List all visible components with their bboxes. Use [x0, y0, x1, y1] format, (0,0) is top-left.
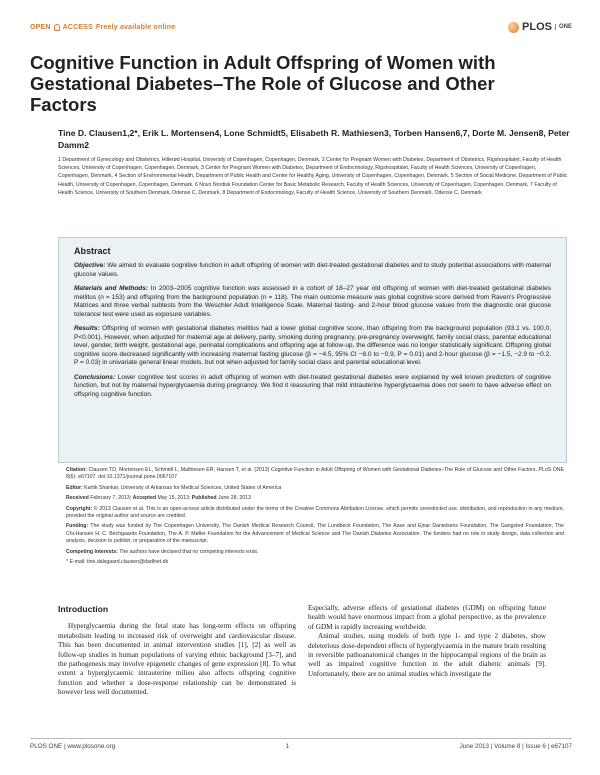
freely-available-label: Freely available online [96, 23, 176, 31]
editor-label: Editor: [66, 484, 83, 491]
intro-paragraph-1: Hyperglycaemia during the fetal state has long-term effects on offspring metabolism leading to increased risk of overweight and cardiovascular disease. This has been documented in animal intervention studies [1], [2] as well as follow-up studies in human populations of varying ethnic background [3–7], and the pathogenesis may involve epigenetic changes of gene expression [8]. To what extent a hyperglycaemic intrauterine milieu also affects offspring cognitive function and whether a dose-response relationship can be demonstrated is however less well documented. [58, 622, 296, 697]
copyright [66, 506, 564, 521]
intro-paragraph-3: Animal studies, using models of both type 1- and type 2 diabetes, show deleterious dose-dependent effects of hyperglycaemia in the mature brain resulting in reversible pathoanatomical changes in the hippocampal regions of the brain as well as impaired cognitive function in the adult diabetic animals [9]. Unfortunately, there are no animal studies which investigate the [308, 632, 546, 678]
abstract-results [74, 325, 551, 368]
published-label: Published [191, 495, 217, 502]
received-date: February 7, 2013; [88, 495, 133, 502]
journal-header [30, 20, 572, 34]
methods-text: In 2003–2005 cognitive function was assessed in a cohort of 18–27 year old offspring of women with diet-treated gestational diabetes mellitus (n = 153) and offspring from the background population (n = 118). The main outcome measure was global cognitive score derived from Raven's Progressive Matrices and three verbal subtests from the Weschler Adult Intelligence Scale. Maternal fasting- and 2-hour blood glucose values from the diagnostic oral glucose tolerance test were used as exposure variables. [74, 285, 551, 318]
funding [66, 523, 564, 545]
citation [66, 467, 564, 482]
open-access-badge [30, 24, 175, 31]
footer-rule [30, 738, 572, 739]
body-column-left [58, 605, 296, 698]
corresponding-email[interactable]: * E-mail: tine.dalsgaard.clausen@dadlnet.dk [66, 559, 169, 566]
article-title: Cognitive Function in Adult Offspring of Women with Gestational Diabetes–The Role of Glucose and Other Factors [30, 52, 496, 115]
page-footer [30, 743, 572, 750]
dates [66, 495, 564, 502]
accepted-label: Accepted [132, 495, 156, 502]
footer-journal[interactable]: PLOS ONE | www.plosone.org [30, 743, 116, 750]
competing-interests [66, 549, 564, 556]
plos-label: PLOS [522, 21, 552, 33]
access-label: ACCESS [62, 23, 94, 31]
body-column-right [308, 604, 546, 679]
affiliations: 1 Department of Gynecology and Obstetrics, Hillerød Hospital, University of Copenhagen, Copenhagen, Denmark, 2 Center for Pregnant Women with Diabetes, Department of Obstetrics, Rigshospitalet, Faculty of Health Sciences, University of Copenhagen, Copenhagen, Denmark, 3 Center for Pregnant Women with Diabetes, Department of Endocrinology, Rigshospitalet, Faculty of Health Sciences, University of Copenhagen, Copenhagen, Denmark, 4 Section of Environmental Health, Department of Public Health and Center for Healthy Aging, University of Copenhagen, Copenhagen, Denmark, 5 Section of Social Medicine, Department of Public Health, University of Copenhagen, Copenhagen, Denmark, 6 Novo Nordisk Foundation Center for Basic Metabolic Research, Faculty of Health Sciences, University of Copenhagen, Copenhagen, Denmark, 7 Faculty of Health Science, University of Southern Denmark, Odense C, Denmark, 8 Department of Endocrinology, Faculty of Health Science, University of Southern Denmark, Odense C, Denmark [58, 157, 568, 196]
citation-label: Citation: [66, 467, 88, 473]
editor [66, 485, 564, 492]
one-label: ONE [555, 24, 572, 30]
page-number: 1 [285, 743, 290, 750]
footer-issue: June 2013 | Volume 8 | Issue 6 | e67107 [459, 743, 572, 750]
objective-text: We aimed to evaluate cognitive function in adult offspring of women with diet-treated gestational diabetes and to study potential associations with maternal glucose values. [74, 262, 551, 278]
abstract-conclusions [74, 374, 551, 400]
received-label: Received [66, 495, 89, 502]
plos-one-logo [508, 21, 572, 33]
results-text: Offspring of women with gestational diabetes mellitus had a lower global cognitive score, than offspring from the background population (93.1 vs. 100.0, P<0.001). However, when adjusted for maternal age at delivery, parity, smoking during pregnancy, pre-pregnancy overweight, family social class, parental educational level, gender, birth weight, gestational age, perinatal complications and offspring age at follow-up, the difference was no longer statistically significant. Offspring global cognitive score decreased significantly with increasing maternal fasting glucose (β = −4.5, 95% CI −8.0 to −0.9, P = 0.01) and 2-hour glucose (β = −1.5, −2.9 to −0.2, P = 0.03) in univariate general linear models, but not when adjusted for family social class and parental educational level. [74, 325, 551, 366]
abstract-box [58, 237, 567, 463]
open-lock-icon [54, 24, 60, 31]
copyright-label: Copyright: [66, 505, 93, 512]
open-label: OPEN [30, 23, 51, 31]
accepted-date: May 15, 2013; [156, 495, 192, 502]
conclusions-label: Conclusions: [74, 373, 116, 381]
interests-text: The authors have declared that no competing interests exist. [117, 548, 259, 555]
abstract-methods [74, 285, 551, 319]
methods-label: Materials and Methods: [74, 285, 149, 292]
conclusions-text: Lower cognitive test scores in adult offspring of women with diet-treated gestational diabetes were explained by well known predictors of cognitive function, but not by maternal hyperglycaemia during pregnancy. We find it reassuring that mild intrauterine hyperglycaemia does not seem to have adverse effect on offspring cognitive function. [74, 373, 551, 398]
editor-text: Kartik Shankar, University of Arkansas for Medical Sciences, United States of America [82, 484, 282, 491]
copyright-text: © 2013 Clausen et al. This is an open-access article distributed under the terms of the Creative Commons Attribution License, which permits unrestricted use, distribution, and reproduction in any medium, provided the original author and source are credited. [66, 505, 564, 520]
article-metadata [66, 467, 564, 569]
funding-text: The study was funded by The Copenhagen University, The Danish Medical Research Council, The Lundbeck Foundation, The Aase and Ejnar Danielsens Foundation, The Gangsted Foundation, The Chr.Hansen H. C. Bechgaards Foundation, The A. P. Møller Foundation for the Advancement of Medical Science and The Danish Diabetes Association. The funders had no role in study design, data collection and analysis, decision to publish, or preparation of the manuscript. [66, 523, 564, 545]
plos-globe-icon [508, 22, 519, 33]
results-label: Results: [74, 325, 100, 332]
objective-label: Objective: [74, 262, 106, 269]
author-list: Tine D. Clausen1,2*, Erik L. Mortensen4, Lone Schmidt5, Elisabeth R. Mathiesen3, Torben Hansen6,7, Dorte M. Jensen8, Peter Damm2 [58, 128, 570, 150]
citation-text: Clausen TD, Mortensen EL, Schmidt L, Mathiesen ER, Hansen T, et al. (2013) Cognitive Function in Adult Offspring of Women with Gestational Diabetes–The Role of Glucose and Other Factors. PLoS ONE 8(6): e67107. doi:10.1371/journal.pone.0067107 [66, 467, 564, 481]
intro-paragraph-2: Especially, adverse effects of gestational diabetes (GDM) on offspring future health would have enormous impact from a global perspective, as the prevalence of GDM is rapidly increasing worldwide. [308, 604, 546, 631]
published-date: June 28, 2013 [216, 495, 251, 502]
abstract-heading: Abstract [74, 246, 111, 256]
interests-label: Competing Interests: [66, 548, 118, 555]
introduction-heading: Introduction [58, 604, 109, 614]
abstract-objective [74, 262, 551, 279]
funding-label: Funding: [66, 523, 89, 530]
